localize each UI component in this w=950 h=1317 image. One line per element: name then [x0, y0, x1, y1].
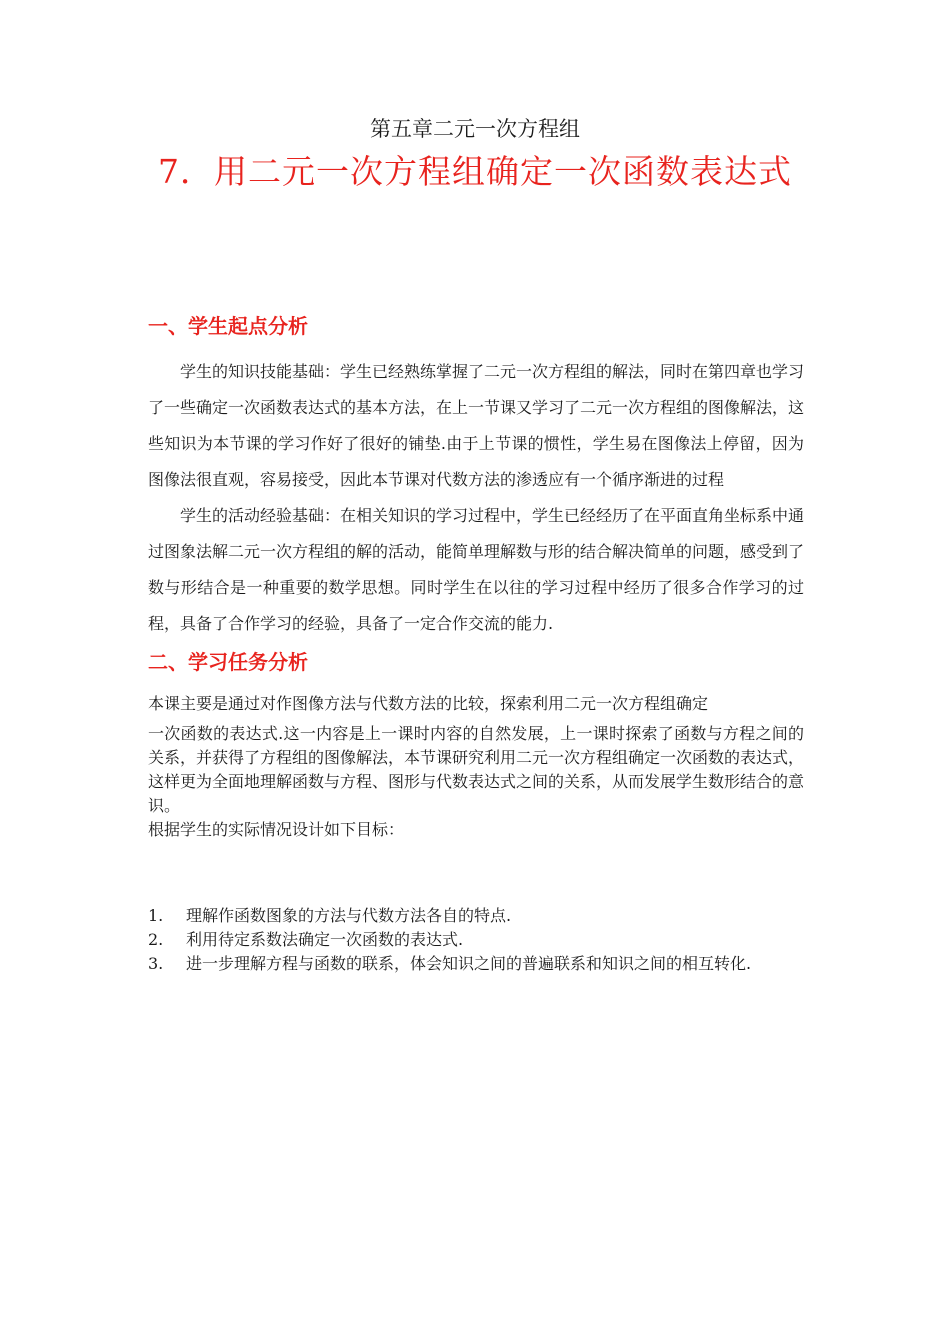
goal-number: 2. [148, 930, 164, 949]
list-item [148, 904, 804, 928]
chapter-title: 第五章二元一次方程组 [370, 117, 580, 141]
goal-text: 利用待定系数法确定一次函数的表达式. [186, 930, 464, 949]
section-heading-student-analysis: 一、学生起点分析 [148, 314, 308, 338]
paragraph-experience-basis: 学生的活动经验基础：在相关知识的学习过程中，学生已经经历了在平面直角坐标系中通过图象法解二元一次方程组的解的活动，能简单理解数与形的结合解决简单的问题，感受到了数与形结合是一种重要的数学思想。同时学生在以往的学习过程中经历了很多合作学习的过程，具备了合作学习的经验，具备了一定合作交流的能力. [148, 506, 805, 633]
goal-text: 理解作函数图象的方法与代数方法各自的特点. [186, 906, 512, 925]
section-heading-task-analysis: 二、学习任务分析 [148, 650, 308, 674]
lesson-title: 7．用二元一次方程组确定一次函数表达式 [158, 152, 792, 191]
paragraph-goal-intro: 根据学生的实际情况设计如下目标： [148, 820, 405, 839]
document-body [148, 312, 804, 976]
list-item [148, 952, 804, 976]
paragraph-task-intro: 本课主要是通过对作图像方法与代数方法的比较，探索利用二元一次方程组确定 [148, 694, 709, 713]
paragraph-task-detail: 一次函数的表达式.这一内容是上一课时内容的自然发展，上一课时探索了函数与方程之间的关系，并获得了方程组的图像解法，本节课研究利用二元一次方程组确定一次函数的表达式，这样更为全面地理解函数与方程、图形与代数表达式之间的关系，从而发展学生数形结合的意识。 [148, 724, 805, 815]
goal-number: 1. [148, 906, 164, 925]
goal-list [148, 904, 804, 976]
paragraph-knowledge-basis: 学生的知识技能基础：学生已经熟练掌握了二元一次方程组的解法，同时在第四章也学习了一些确定一次函数表达式的基本方法，在上一节课又学习了二元一次方程组的图像解法，这些知识为本节课的学习作好了很好的铺垫.由于上节课的惯性，学生易在图像法上停留，因为图像法很直观，容易接受，因此本节课对代数方法的渗透应有一个循序渐进的过程 [148, 362, 805, 489]
goal-text: 进一步理解方程与函数的联系，体会知识之间的普遍联系和知识之间的相互转化. [186, 954, 752, 973]
list-item [148, 928, 804, 952]
goal-number: 3. [148, 954, 164, 973]
